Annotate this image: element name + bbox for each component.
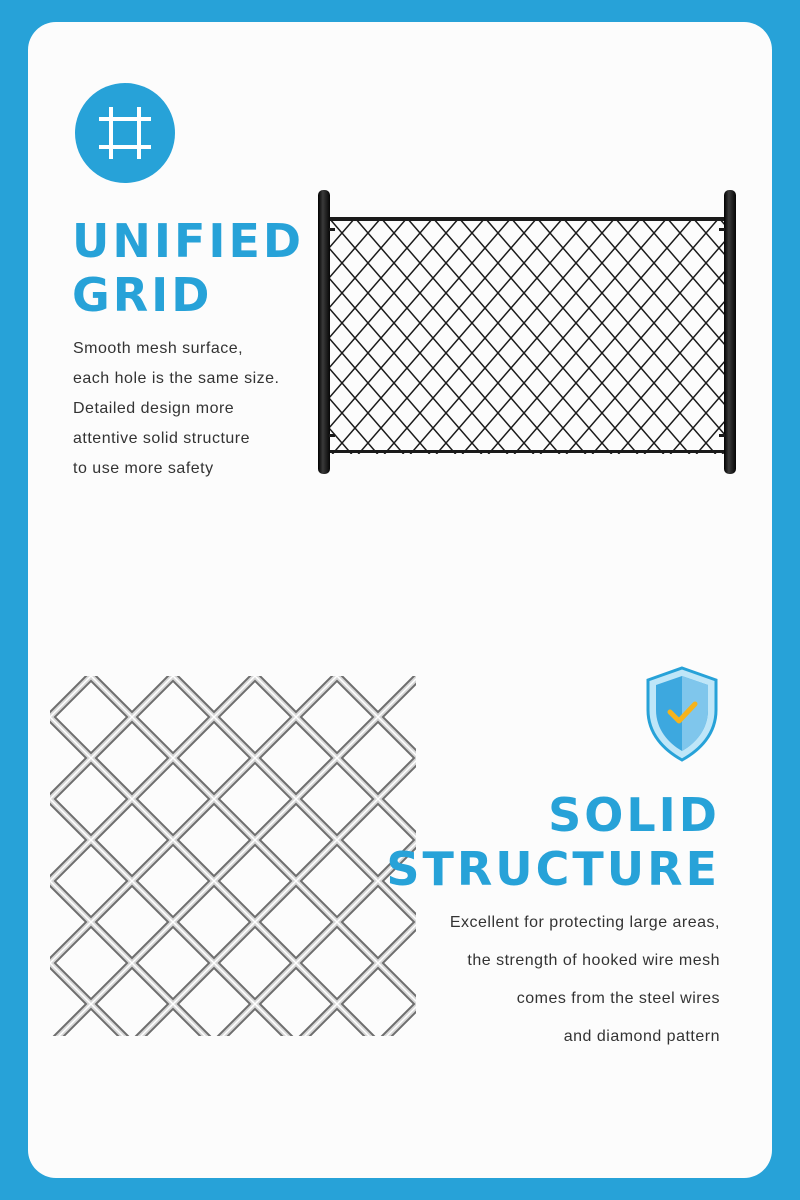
chain-link-fence-image xyxy=(316,188,740,476)
content-card xyxy=(28,22,772,1178)
description-line: comes from the steel wires xyxy=(516,990,720,1007)
steel-wire-mesh-image xyxy=(50,676,416,1036)
shield-check-icon xyxy=(644,666,720,762)
description-line: each hole is the same size. xyxy=(73,370,280,387)
title-line: GRID xyxy=(72,268,213,322)
unified-grid-title xyxy=(72,214,304,322)
description-line: attentive solid structure xyxy=(73,430,251,447)
description-line: to use more safety xyxy=(73,460,214,477)
title-line: UNIFIED xyxy=(72,214,305,268)
solid-structure-description xyxy=(450,904,720,1056)
grid-icon-badge xyxy=(75,83,175,183)
description-line: Smooth mesh surface, xyxy=(73,340,244,357)
description-line: the strength of hooked wire mesh xyxy=(467,952,720,969)
solid-structure-title xyxy=(386,788,720,896)
unified-grid-description xyxy=(73,334,333,484)
title-line: STRUCTURE xyxy=(386,842,720,896)
grid-icon xyxy=(95,103,155,163)
title-line: SOLID xyxy=(548,788,720,842)
description-line: Excellent for protecting large areas, xyxy=(449,914,720,931)
description-line: Detailed design more xyxy=(73,400,235,417)
description-line: and diamond pattern xyxy=(563,1028,720,1045)
